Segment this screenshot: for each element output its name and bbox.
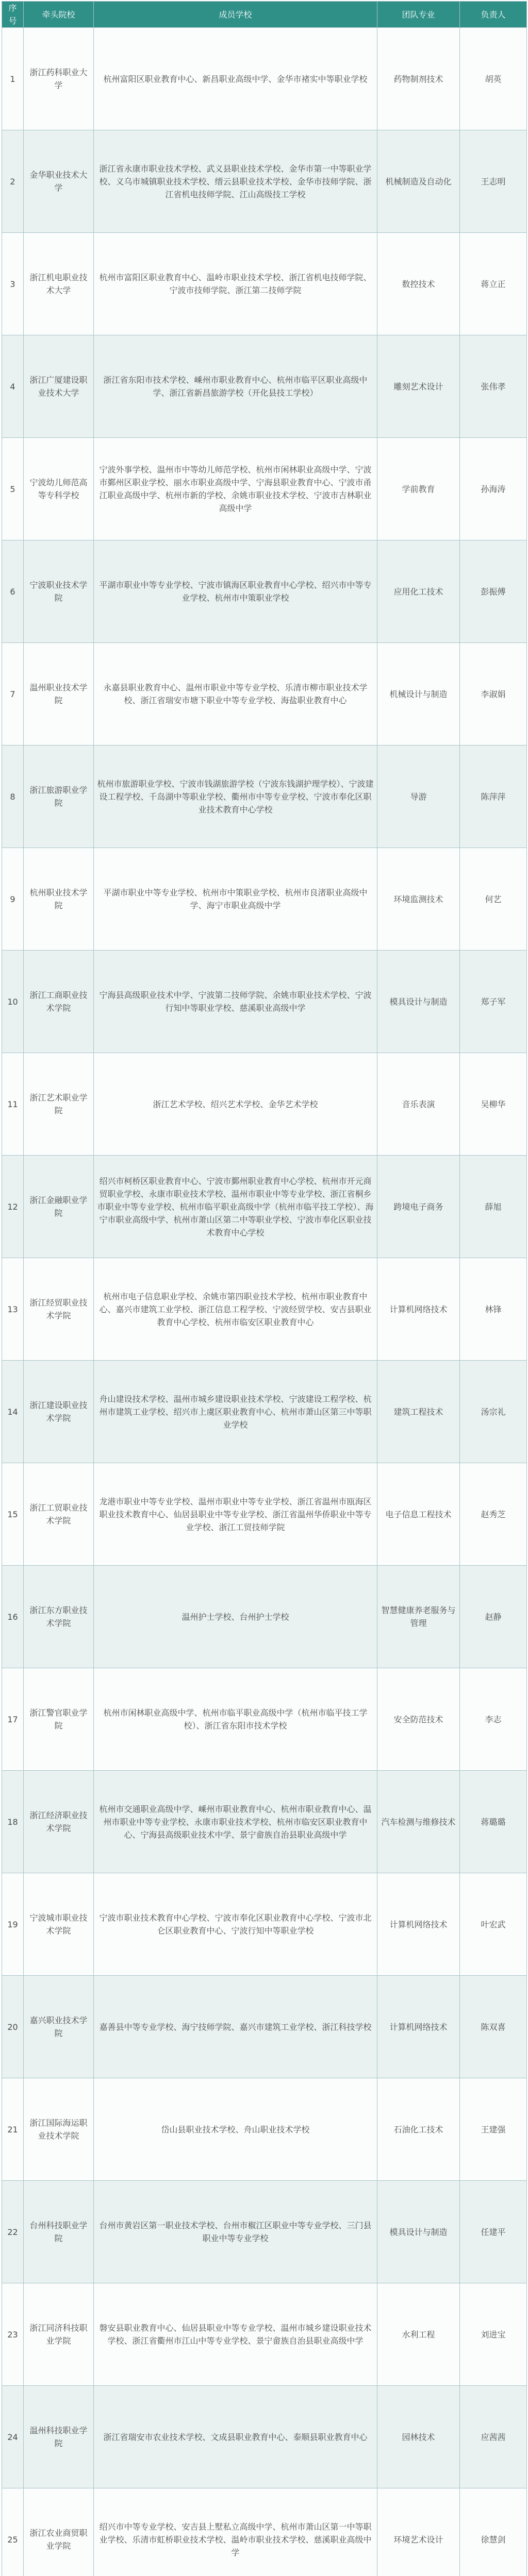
cell-member-schools: 绍兴市中等专业学校、安吉县上墅私立高级中学、杭州市萧山区第一中等职业学校、乐清市虹桥职业技术学校、温岭市职业技术学校、慈溪职业高级中学 <box>94 2488 377 2576</box>
cell-no: 15 <box>2 1463 24 1566</box>
cell-person-in-charge: 彭振傅 <box>460 540 527 643</box>
table-row <box>2 1053 527 1156</box>
cell-member-schools: 宁波市职业技术教育中心学校、宁波市奉化区职业教育中心学校、宁波市北仑区职业教育中心、宁波行知中等职业学校 <box>94 1873 377 1976</box>
header-lead-school: 牵头院校 <box>24 2 94 28</box>
cell-no: 1 <box>2 28 24 130</box>
cell-team-major: 计算机网络技术 <box>377 1873 460 1976</box>
cell-member-schools: 龙港市职业中等专业学校、温州市职业中等专业学校、浙江省温州市瓯海区职业技术教育中心、仙居县职业中等专业学校、浙江省温州华侨职业中等专业学校、浙江工贸技师学院 <box>94 1463 377 1566</box>
cell-lead-school: 温州科技职业学院 <box>24 2386 94 2488</box>
cell-person-in-charge: 张伟孝 <box>460 335 527 438</box>
table-row <box>2 2488 527 2576</box>
cell-team-major: 机械制造及自动化 <box>377 130 460 233</box>
cell-member-schools: 平湖市职业中等专业学校、杭州市中策职业学校、杭州市良渚职业高级中学、海宁市职业高级中学 <box>94 848 377 951</box>
cell-no: 2 <box>2 130 24 233</box>
cell-no: 6 <box>2 540 24 643</box>
cell-lead-school: 浙江建设职业技术学院 <box>24 1361 94 1463</box>
cell-lead-school: 嘉兴职业技术学院 <box>24 1976 94 2078</box>
cell-lead-school: 浙江广厦建设职业技术大学 <box>24 335 94 438</box>
header-no: 序号 <box>2 2 24 28</box>
cell-no: 9 <box>2 848 24 951</box>
table-row <box>2 1258 527 1361</box>
table-row <box>2 130 527 233</box>
table-row <box>2 2078 527 2181</box>
cell-member-schools: 台州市黄岩区第一职业技术学校、台州市椒江区职业中等专业学校、三门县职业中等专业学校 <box>94 2181 377 2283</box>
cell-team-major: 数控技术 <box>377 233 460 335</box>
cell-team-major: 环境监测技术 <box>377 848 460 951</box>
table-row <box>2 745 527 848</box>
cell-no: 17 <box>2 1668 24 1771</box>
cell-person-in-charge: 刘进宝 <box>460 2283 527 2386</box>
cell-member-schools: 浙江省永康市职业技术学校、武义县职业技术学校、金华市第一中等职业学校、义乌市城镇职业技术学校、缙云县职业技术学校、金华市技师学院、浙江省机电技师学院、江山高级技工学校 <box>94 130 377 233</box>
cell-person-in-charge: 李淑娟 <box>460 643 527 745</box>
cell-member-schools: 永嘉县职业教育中心、温州市职业中等专业学校、乐清市柳市职业技术学校、浙江省瑞安市塘下职业中等专业学校、海盐职业教育中心 <box>94 643 377 745</box>
cell-no: 8 <box>2 745 24 848</box>
cell-team-major: 园林技术 <box>377 2386 460 2488</box>
cell-team-major: 雕刻艺术设计 <box>377 335 460 438</box>
cell-no: 16 <box>2 1566 24 1668</box>
cell-no: 14 <box>2 1361 24 1463</box>
table-header <box>2 2 527 28</box>
cell-lead-school: 宁波职业技术学院 <box>24 540 94 643</box>
cell-team-major: 模具设计与制造 <box>377 2181 460 2283</box>
cell-person-in-charge: 郑子军 <box>460 951 527 1053</box>
cell-person-in-charge: 应茜茜 <box>460 2386 527 2488</box>
cell-team-major: 跨境电子商务 <box>377 1156 460 1258</box>
header-member-schools: 成员学校 <box>94 2 377 28</box>
cell-member-schools: 绍兴市柯桥区职业教育中心、宁波市鄞州职业教育中心学校、杭州市开元商贸职业学校、永康市职业技术学校、温州市职业中等专业学校、浙江省桐乡市职业中等专业学校、杭州市临平职业高级中学（杭州市临平技工学校）、海宁市职业高级中学、杭州市萧山区第二中等职业学校、宁波市奉化区职业技术教育中心学校 <box>94 1156 377 1258</box>
table-row <box>2 1873 527 1976</box>
header-person-in-charge: 负责人 <box>460 2 527 28</box>
cell-person-in-charge: 陈萍萍 <box>460 745 527 848</box>
cell-no: 24 <box>2 2386 24 2488</box>
cell-no: 11 <box>2 1053 24 1156</box>
cell-lead-school: 金华职业技术大学 <box>24 130 94 233</box>
cell-member-schools: 浙江省东阳市技术学校、嵊州市职业教育中心、杭州市临平区职业高级中学、浙江省新昌旅游学校（开化县技工学校） <box>94 335 377 438</box>
cell-team-major: 安全防范技术 <box>377 1668 460 1771</box>
cell-no: 21 <box>2 2078 24 2181</box>
table-row <box>2 2181 527 2283</box>
header-team-major: 团队专业 <box>377 2 460 28</box>
cell-lead-school: 浙江农业商贸职业学院 <box>24 2488 94 2576</box>
cell-no: 5 <box>2 438 24 540</box>
cell-lead-school: 浙江国际海运职业技术学院 <box>24 2078 94 2181</box>
cell-member-schools: 宁波外事学校、温州市中等幼儿师范学校、杭州市闲林职业高级中学、宁波市鄞州区职业学校、丽水市职业高级中学、宁海县职业教育中心、宁波市甬江职业高级中学、杭州市新的学校、余姚市职业技术学校、宁波市吉林职业高级中学 <box>94 438 377 540</box>
table-row <box>2 438 527 540</box>
cell-team-major: 机械设计与制造 <box>377 643 460 745</box>
cell-no: 25 <box>2 2488 24 2576</box>
cell-lead-school: 浙江警官职业学院 <box>24 1668 94 1771</box>
cell-lead-school: 浙江金融职业学院 <box>24 1156 94 1258</box>
table-row <box>2 2386 527 2488</box>
cell-person-in-charge: 李志 <box>460 1668 527 1771</box>
cell-member-schools: 杭州市富阳区职业教育中心、温岭市职业技术学校、浙江省机电技师学院、宁波市技师学院、浙江第二技师学院 <box>94 233 377 335</box>
table-row <box>2 643 527 745</box>
cell-member-schools: 平湖市职业中等专业学校、宁波市镇海区职业教育中心学校、绍兴市中等专业学校、杭州市中策职业学校 <box>94 540 377 643</box>
cell-no: 10 <box>2 951 24 1053</box>
cell-team-major: 导游 <box>377 745 460 848</box>
cell-person-in-charge: 王建强 <box>460 2078 527 2181</box>
cell-lead-school: 浙江同济科技职业学院 <box>24 2283 94 2386</box>
cell-lead-school: 浙江工贸职业技术学院 <box>24 1463 94 1566</box>
table-row <box>2 335 527 438</box>
table-row <box>2 1463 527 1566</box>
cell-person-in-charge: 吴柳华 <box>460 1053 527 1156</box>
table-row <box>2 951 527 1053</box>
cell-team-major: 电子信息工程技术 <box>377 1463 460 1566</box>
cell-person-in-charge: 蒋立正 <box>460 233 527 335</box>
cell-person-in-charge: 任建平 <box>460 2181 527 2283</box>
cell-no: 20 <box>2 1976 24 2078</box>
cell-no: 23 <box>2 2283 24 2386</box>
cell-no: 18 <box>2 1771 24 1873</box>
cell-lead-school: 浙江药科职业大学 <box>24 28 94 130</box>
cell-lead-school: 浙江经贸职业技术学院 <box>24 1258 94 1361</box>
cell-member-schools: 浙江省瑞安市农业技术学校、文成县职业教育中心、泰顺县职业教育中心 <box>94 2386 377 2488</box>
table-row <box>2 1156 527 1258</box>
cell-team-major: 汽车检测与维修技术 <box>377 1771 460 1873</box>
cell-person-in-charge: 薛旭 <box>460 1156 527 1258</box>
table-row <box>2 28 527 130</box>
cell-team-major: 学前教育 <box>377 438 460 540</box>
cell-lead-school: 浙江工商职业技术学院 <box>24 951 94 1053</box>
cell-person-in-charge: 赵秀芝 <box>460 1463 527 1566</box>
cell-team-major: 应用化工技术 <box>377 540 460 643</box>
table-body <box>2 28 527 2576</box>
cell-person-in-charge: 胡英 <box>460 28 527 130</box>
cell-team-major: 石油化工技术 <box>377 2078 460 2181</box>
cell-member-schools: 杭州市闲林职业高级中学、杭州市临平职业高级中学（杭州市临平技工学校）、浙江省东阳市技术学校 <box>94 1668 377 1771</box>
table-row <box>2 1361 527 1463</box>
cell-member-schools: 杭州市交通职业高级中学、嵊州市职业教育中心、杭州市职业教育中心、温州市职业中等专业学校、永康市职业技术学校、杭州市临安区职业教育中心、宁海县高级职业技术中学、景宁畲族自治县职业高级中学 <box>94 1771 377 1873</box>
cell-no: 22 <box>2 2181 24 2283</box>
cell-no: 12 <box>2 1156 24 1258</box>
cell-team-major: 水利工程 <box>377 2283 460 2386</box>
table-row <box>2 1976 527 2078</box>
cell-person-in-charge: 王志明 <box>460 130 527 233</box>
cell-member-schools: 杭州富阳区职业教育中心、新昌职业高级中学、金华市褚实中等职业学校 <box>94 28 377 130</box>
cell-no: 13 <box>2 1258 24 1361</box>
cell-lead-school: 台州科技职业学院 <box>24 2181 94 2283</box>
table-row <box>2 1771 527 1873</box>
table-row <box>2 2283 527 2386</box>
cell-person-in-charge: 汤宗礼 <box>460 1361 527 1463</box>
alliance-table <box>2 1 527 2576</box>
cell-lead-school: 浙江经济职业技术学院 <box>24 1771 94 1873</box>
cell-lead-school: 宁波幼儿师范高等专科学校 <box>24 438 94 540</box>
cell-member-schools: 嘉善县中等专业学校、海宁技师学院、嘉兴市建筑工业学校、浙江科技学校 <box>94 1976 377 2078</box>
cell-person-in-charge: 赵静 <box>460 1566 527 1668</box>
cell-member-schools: 温州护士学校、台州护士学校 <box>94 1566 377 1668</box>
table-row <box>2 1566 527 1668</box>
cell-team-major: 智慧健康养老服务与管理 <box>377 1566 460 1668</box>
cell-person-in-charge: 陈双喜 <box>460 1976 527 2078</box>
table-row <box>2 1668 527 1771</box>
cell-member-schools: 磐安县职业教育中心、仙居县职业中等专业学校、温州市城乡建设职业技术学校、浙江省衢州市江山中等专业学校、景宁畲族自治县职业高级中学 <box>94 2283 377 2386</box>
cell-team-major: 音乐表演 <box>377 1053 460 1156</box>
cell-member-schools: 舟山建设技术学校、温州市城乡建设职业技术学校、宁波建设工程学校、杭州市建筑工业学校、绍兴市上虞区职业教育中心、杭州市萧山区第三中等职业学校 <box>94 1361 377 1463</box>
cell-lead-school: 宁波城市职业技术学院 <box>24 1873 94 1976</box>
cell-member-schools: 杭州市电子信息职业学校、余姚市第四职业技术学校、杭州市职业教育中心、嘉兴市建筑工业学校、浙江信息工程学校、宁波经贸学校、安吉县职业教育中心学校、杭州市临安区职业教育中心 <box>94 1258 377 1361</box>
header-row <box>2 2 527 28</box>
cell-person-in-charge: 蒋璐璐 <box>460 1771 527 1873</box>
table-row <box>2 233 527 335</box>
table-row <box>2 540 527 643</box>
cell-team-major: 计算机网络技术 <box>377 1258 460 1361</box>
cell-no: 19 <box>2 1873 24 1976</box>
cell-lead-school: 浙江旅游职业学院 <box>24 745 94 848</box>
cell-team-major: 药物制剂技术 <box>377 28 460 130</box>
cell-person-in-charge: 徐慧剑 <box>460 2488 527 2576</box>
cell-lead-school: 杭州职业技术学院 <box>24 848 94 951</box>
cell-no: 7 <box>2 643 24 745</box>
cell-member-schools: 岱山县职业技术学校、舟山职业技术学校 <box>94 2078 377 2181</box>
cell-member-schools: 宁海县高级职业技术中学、宁波第二技师学院、余姚市职业技术学校、宁波行知中等职业学校、慈溪职业高级中学 <box>94 951 377 1053</box>
cell-person-in-charge: 何艺 <box>460 848 527 951</box>
cell-person-in-charge: 林锋 <box>460 1258 527 1361</box>
cell-member-schools: 浙江艺术学校、绍兴艺术学校、金华艺术学校 <box>94 1053 377 1156</box>
cell-team-major: 计算机网络技术 <box>377 1976 460 2078</box>
cell-lead-school: 浙江机电职业技术大学 <box>24 233 94 335</box>
cell-no: 3 <box>2 233 24 335</box>
cell-team-major: 模具设计与制造 <box>377 951 460 1053</box>
cell-lead-school: 温州职业技术学院 <box>24 643 94 745</box>
cell-lead-school: 浙江东方职业技术学院 <box>24 1566 94 1668</box>
cell-member-schools: 杭州市旅游职业学校、宁波市钱湖旅游学校（宁波东钱湖护理学校）、宁波建设工程学校、千岛湖中等职业学校、衢州市中等专业学校、宁波市奉化区职业技术教育中心学校 <box>94 745 377 848</box>
cell-person-in-charge: 叶宏武 <box>460 1873 527 1976</box>
cell-team-major: 环境艺术设计 <box>377 2488 460 2576</box>
cell-no: 4 <box>2 335 24 438</box>
table-row <box>2 848 527 951</box>
cell-lead-school: 浙江艺术职业学院 <box>24 1053 94 1156</box>
cell-team-major: 建筑工程技术 <box>377 1361 460 1463</box>
cell-person-in-charge: 孙海涛 <box>460 438 527 540</box>
